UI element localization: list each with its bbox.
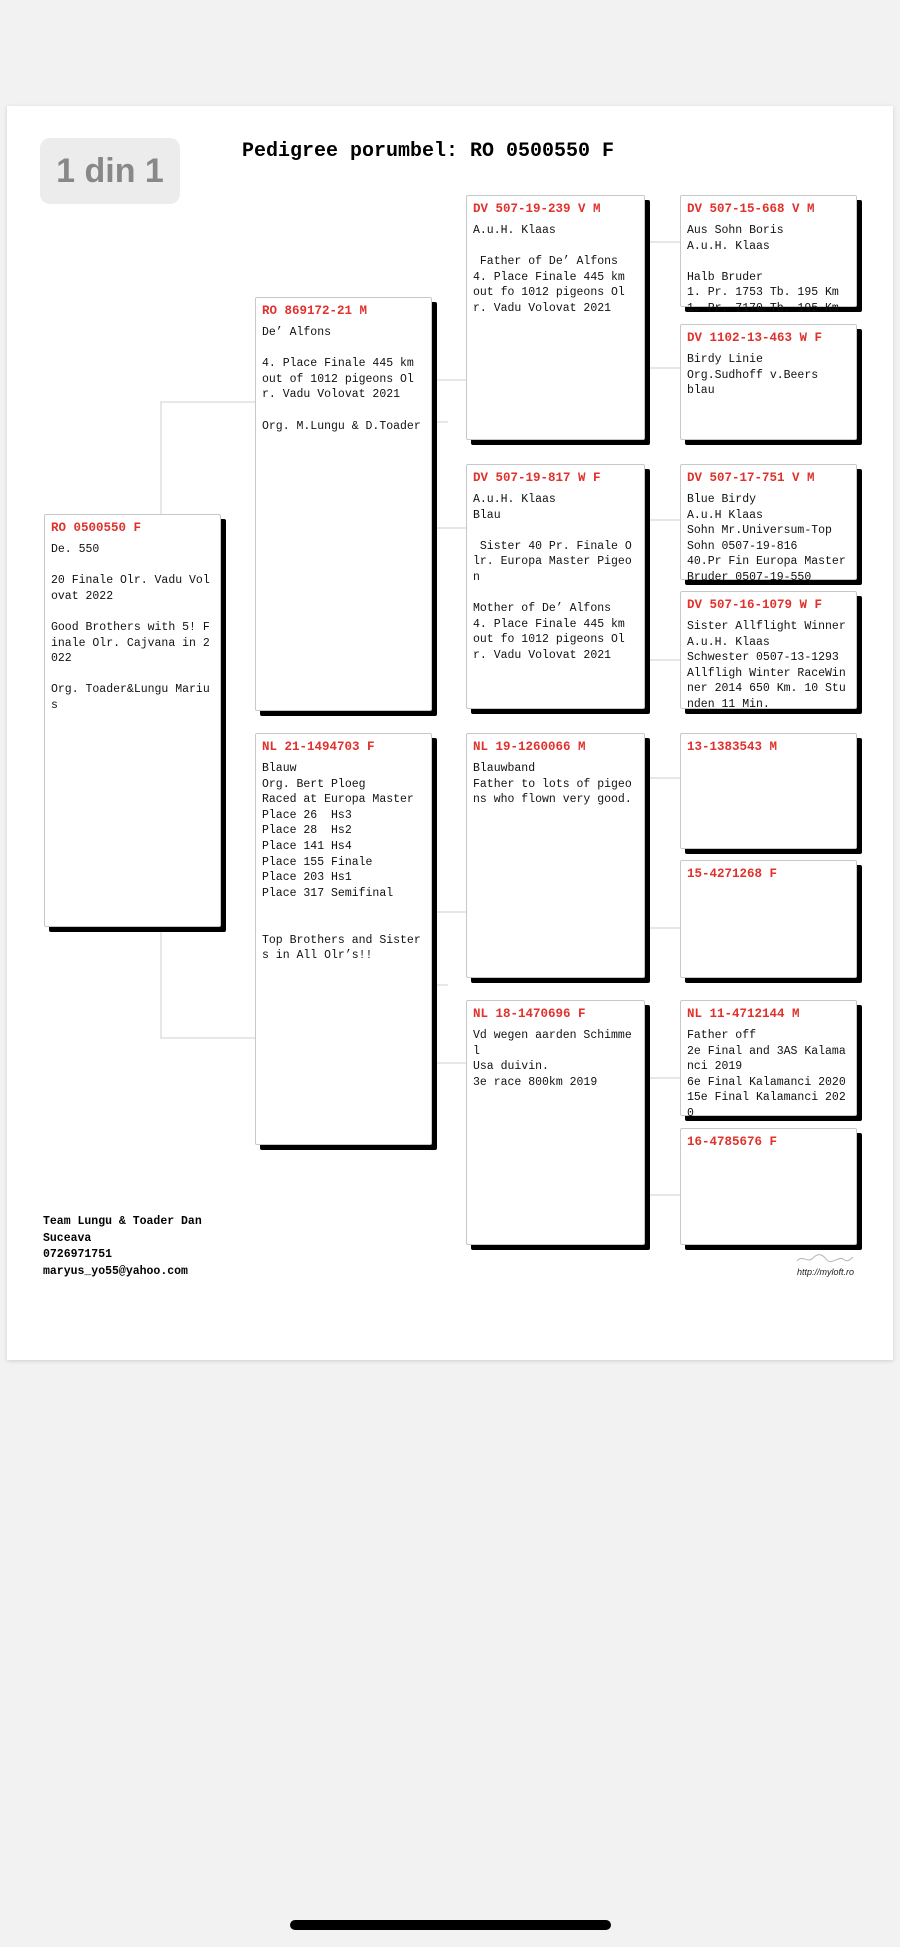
- ring-number: NL 18-1470696 F: [473, 1007, 586, 1021]
- pigeon-info: Sister Allflight Winner A.u.H. Klaas Schwester 0507-13-1293 Allfligh Winter RaceWinner 2014 650 Km. 10 Stunden 11 Min.: [687, 620, 846, 711]
- ring-number: DV 1102-13-463 W F: [687, 331, 823, 345]
- pigeon-card-sire-sire: [466, 195, 645, 440]
- ring-number: DV 507-19-817 W F: [473, 471, 601, 485]
- pigeon-info: Blauwband Father to lots of pigeons who flown very good.: [473, 762, 632, 807]
- pigeon-info: A.u.H. Klaas Father of De’ Alfons 4. Place Finale 445 km out fo 1012 pigeons Olr. Vadu Volovat 2021: [473, 224, 625, 315]
- ring-number: RO 0500550 F: [51, 521, 142, 535]
- pigeon-card-dam-sire-sire: [680, 733, 857, 849]
- pigeon-info: Birdy Linie Org.Sudhoff v.Beers blau: [687, 353, 819, 398]
- phone-number: 0726971751: [43, 1248, 113, 1261]
- website-link[interactable]: http://myloft.ro: [797, 1267, 855, 1277]
- pigeon-card-dam-dam-dam: [680, 1128, 857, 1245]
- pigeon-info: A.u.H. Klaas Blau Sister 40 Pr. Finale Olr. Europa Master Pigeon Mother of De’ Alfons 4. Place Finale 445 km out fo 1012 pigeons Olr. Vadu Volovat 2021: [473, 493, 632, 662]
- pigeon-card-dam-sire: [466, 733, 645, 978]
- owner-contact: [43, 1214, 202, 1280]
- team-name: Team Lungu & Toader Dan: [43, 1215, 202, 1228]
- ring-number: 16-4785676 F: [687, 1135, 778, 1149]
- pigeon-card-sire-sire-sire: [680, 195, 857, 315]
- pigeon-card-sire-dam-dam: [680, 591, 857, 709]
- page-counter-badge: 1 din 1: [40, 138, 180, 204]
- pigeon-info: De. 550 20 Finale Olr. Vadu Volovat 2022 Good Brothers with 5! Finale Olr. Cajvana in 2022 Org. Toader&Lungu Marius: [51, 543, 210, 712]
- pigeon-info: Father off 2e Final and 3AS Kalamanci 2019 6e Final Kalamanci 2020 15e Final Kalamanci 2020: [687, 1029, 846, 1120]
- pigeon-info: Aus Sohn Boris A.u.H. Klaas Halb Bruder 1. Pr. 1753 Tb. 195 Km 1. Pr. 7170 Tb. 195 Km: [687, 224, 839, 315]
- pigeon-info: Blue Birdy A.u.H Klaas Sohn Mr.Universum-Top Sohn 0507-19-816 40.Pr Fin Europa Master Bruder 0507-19-550: [687, 493, 846, 584]
- pigeon-info: De’ Alfons 4. Place Finale 445 km out of 1012 pigeons Olr. Vadu Volovat 2021 Org. M.Lungu & D.Toader: [262, 326, 421, 433]
- city: Suceava: [43, 1231, 92, 1245]
- pigeon-card-sire-sire-dam: [680, 324, 857, 440]
- pigeon-card-sire-dam: [466, 464, 645, 709]
- ring-number: NL 21-1494703 F: [262, 740, 375, 754]
- pigeon-card-dam-dam-sire: [680, 1000, 857, 1120]
- ring-number: NL 19-1260066 M: [473, 740, 586, 754]
- pigeon-card-sire-dam-sire: [680, 464, 857, 584]
- ring-number: DV 507-17-751 V M: [687, 471, 815, 485]
- pigeon-info: Blauw Org. Bert Ploeg Raced at Europa Master Place 26 Hs3 Place 28 Hs2 Place 141 Hs4 Place 155 Finale Place 203 Hs1 Place 317 Semifinal Top Brothers and Sisters in All Olr’s!!: [262, 762, 421, 963]
- ring-number: 13-1383543 M: [687, 740, 778, 754]
- pigeon-card-sire: [255, 297, 432, 711]
- home-indicator[interactable]: [290, 1920, 611, 1930]
- ring-number: RO 869172-21 M: [262, 304, 368, 318]
- ring-number: DV 507-15-668 V M: [687, 202, 815, 216]
- pigeon-card-dam-dam: [466, 1000, 645, 1245]
- pigeon-card-main: [44, 514, 221, 927]
- ring-number: NL 11-4712144 M: [687, 1007, 800, 1021]
- email-address: maryus_yo55@yahoo.com: [43, 1264, 188, 1278]
- pigeon-card-dam: [255, 733, 432, 1145]
- pedigree-title: Pedigree porumbel: RO 0500550 F: [242, 140, 615, 163]
- signature-mark: [795, 1252, 855, 1266]
- ring-number: DV 507-19-239 V M: [473, 202, 601, 216]
- ring-number: 15-4271268 F: [687, 867, 778, 881]
- ring-number: DV 507-16-1079 W F: [687, 598, 823, 612]
- pigeon-card-dam-sire-dam: [680, 860, 857, 978]
- pigeon-info: Vd wegen aarden Schimmel Usa duivin. 3e race 800km 2019: [473, 1029, 632, 1089]
